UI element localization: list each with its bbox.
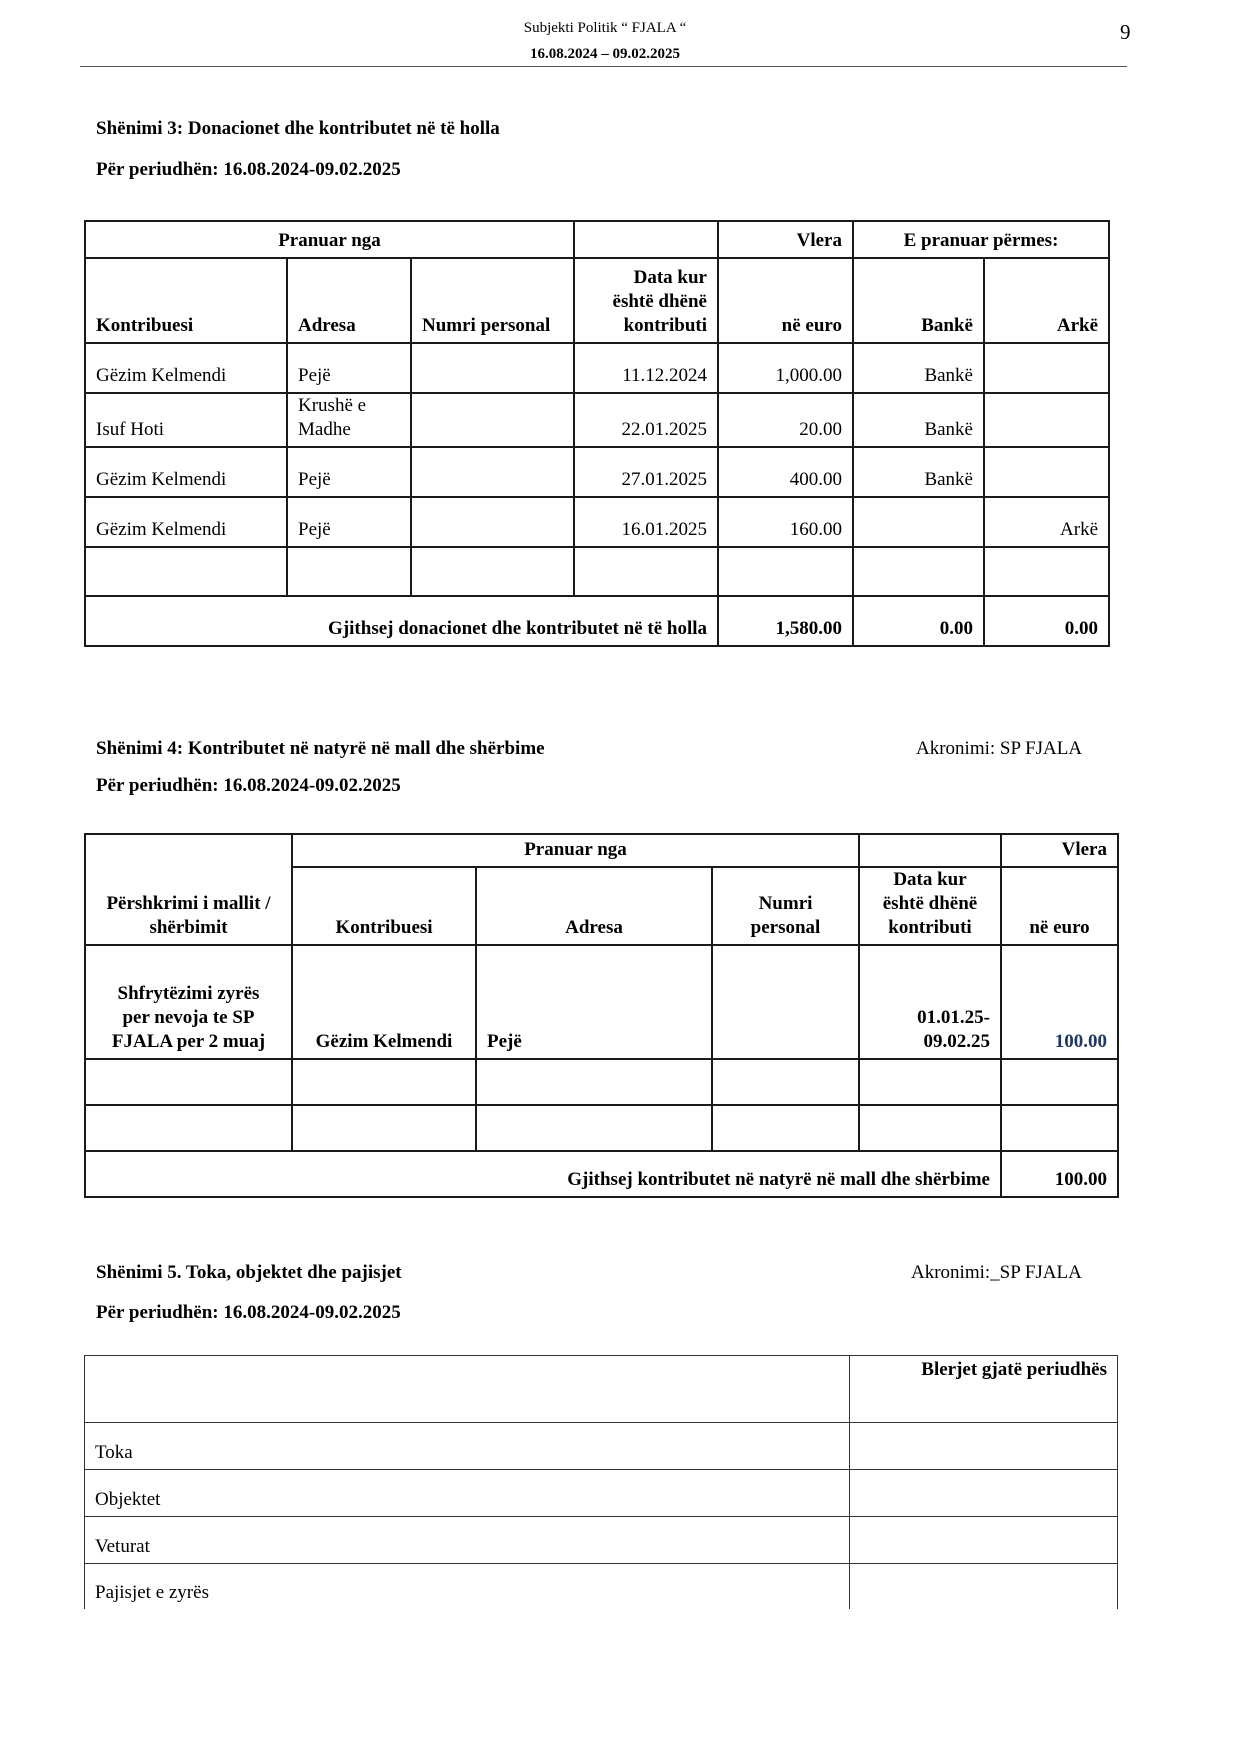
cell-contributor: Gëzim Kelmendi xyxy=(85,447,287,497)
table-row xyxy=(85,945,1118,1059)
cell-amount: 100.00 xyxy=(1001,945,1118,1059)
total-bank: 0.00 xyxy=(853,596,984,646)
column-header-contributor: Kontribuesi xyxy=(85,258,287,343)
cell-address: Krushë e Madhe xyxy=(287,393,411,447)
document-header-title: Subjekti Politik “ FJALA “ xyxy=(523,20,687,36)
table-total-row xyxy=(85,596,1109,646)
table-row xyxy=(85,1470,1118,1517)
note4-acronym: Akronimi: SP FJALA xyxy=(916,738,1083,759)
cell-asset-label: Veturat xyxy=(85,1517,850,1564)
cell-amount: 20.00 xyxy=(718,393,853,447)
total-amount: 100.00 xyxy=(1001,1151,1118,1197)
total-label: Gjithsej donacionet dhe kontributet në të holla xyxy=(85,596,718,646)
cell-bank: Bankë xyxy=(853,343,984,393)
note3-period: Për periudhën: 16.08.2024-09.02.2025 xyxy=(96,159,401,180)
cell-amount: 1,000.00 xyxy=(718,343,853,393)
cell-address: Pejë xyxy=(287,343,411,393)
column-header-address: Adresa xyxy=(476,867,712,945)
column-header-contributor: Kontribuesi xyxy=(292,867,476,945)
cell-bank: Bankë xyxy=(853,393,984,447)
cell-date: 22.01.2025 xyxy=(574,393,718,447)
table-row xyxy=(85,393,1109,447)
cash-donations-table xyxy=(84,220,1110,647)
cell-date: 27.01.2025 xyxy=(574,447,718,497)
group-header-value: Vlera xyxy=(718,221,853,258)
group-header-received-from: Pranuar nga xyxy=(85,221,574,258)
cell-purchases xyxy=(850,1564,1118,1609)
total-label: Gjithsej kontributet në natyrë në mall dhe shërbime xyxy=(85,1151,1001,1197)
cell-personal-number xyxy=(411,393,574,447)
cell-contributor: Gëzim Kelmendi xyxy=(292,945,476,1059)
note4-period: Për periudhën: 16.08.2024-09.02.2025 xyxy=(96,775,401,796)
column-header-cash: Arkë xyxy=(984,258,1109,343)
cell-cash xyxy=(984,393,1109,447)
cell-asset-label: Objektet xyxy=(85,1470,850,1517)
cell-purchases xyxy=(850,1517,1118,1564)
cell-address: Pejë xyxy=(287,497,411,547)
table-row xyxy=(85,447,1109,497)
total-cash: 0.00 xyxy=(984,596,1109,646)
table-group-header-row xyxy=(85,221,1109,258)
table-row xyxy=(85,1423,1118,1470)
cell-date: 01.01.25- 09.02.25 xyxy=(859,945,1001,1059)
cell-bank xyxy=(853,497,984,547)
column-header-date: Data kur është dhënë kontributi xyxy=(574,258,718,343)
cell-date: 11.12.2024 xyxy=(574,343,718,393)
cell-asset-label: Pajisjet e zyrës xyxy=(85,1564,850,1609)
table-row-empty xyxy=(85,547,1109,596)
group-header-received-from: Pranuar nga xyxy=(292,834,859,867)
column-header-personal-number: Numri personal xyxy=(411,258,574,343)
cell-cash: Arkë xyxy=(984,497,1109,547)
cell-personal-number xyxy=(411,497,574,547)
cell-address: Pejë xyxy=(476,945,712,1059)
page-number: 9 xyxy=(1120,20,1131,44)
note3-title: Shënimi 3: Donacionet dhe kontributet në të holla xyxy=(96,118,500,139)
document-header-dates: 16.08.2024 – 09.02.2025 xyxy=(530,46,680,62)
group-header-received-via: E pranuar përmes: xyxy=(853,221,1109,258)
table-total-row xyxy=(85,1151,1118,1197)
cell-cash xyxy=(984,447,1109,497)
total-amount: 1,580.00 xyxy=(718,596,853,646)
group-header-value: Vlera xyxy=(1001,834,1118,867)
column-header-personal-number: Numri personal xyxy=(712,867,859,945)
empty-header-cell xyxy=(574,221,718,258)
cell-date: 16.01.2025 xyxy=(574,497,718,547)
cell-description: Shfrytëzimi zyrës per nevoja te SP FJALA per 2 muaj xyxy=(85,945,292,1059)
empty-header-cell xyxy=(85,1356,850,1423)
cell-purchases xyxy=(850,1423,1118,1470)
table-row-empty xyxy=(85,1059,1118,1105)
column-header-purchases: Blerjet gjatë periudhës xyxy=(850,1356,1118,1423)
note5-period: Për periudhën: 16.08.2024-09.02.2025 xyxy=(96,1302,401,1323)
cell-bank: Bankë xyxy=(853,447,984,497)
column-header-address: Adresa xyxy=(287,258,411,343)
cell-amount: 400.00 xyxy=(718,447,853,497)
cell-cash xyxy=(984,343,1109,393)
table-column-header-row xyxy=(85,1356,1118,1423)
land-buildings-equipment-table xyxy=(84,1355,1118,1609)
note5-acronym: Akronimi:_SP FJALA xyxy=(911,1262,1082,1283)
cell-contributor: Isuf Hoti xyxy=(85,393,287,447)
table-group-header-row xyxy=(85,834,1118,867)
cell-contributor: Gëzim Kelmendi xyxy=(85,343,287,393)
table-column-header-row xyxy=(85,258,1109,343)
in-kind-contributions-table xyxy=(84,833,1119,1198)
note4-title: Shënimi 4: Kontributet në natyrë në mall dhe shërbime xyxy=(96,738,545,759)
cell-asset-label: Toka xyxy=(85,1423,850,1470)
table-row xyxy=(85,1564,1118,1609)
cell-contributor: Gëzim Kelmendi xyxy=(85,497,287,547)
column-header-in-euro: në euro xyxy=(1001,867,1118,945)
cell-purchases xyxy=(850,1470,1118,1517)
column-header-bank: Bankë xyxy=(853,258,984,343)
cell-amount: 160.00 xyxy=(718,497,853,547)
cell-personal-number xyxy=(712,945,859,1059)
table-row xyxy=(85,1517,1118,1564)
cell-personal-number xyxy=(411,343,574,393)
cell-personal-number xyxy=(411,447,574,497)
table-row-empty xyxy=(85,1105,1118,1151)
column-header-in-euro: në euro xyxy=(718,258,853,343)
note5-title: Shënimi 5. Toka, objektet dhe pajisjet xyxy=(96,1262,402,1283)
empty-header-cell xyxy=(859,834,1001,867)
column-header-date: Data kur është dhënë kontributi xyxy=(859,867,1001,945)
table-row xyxy=(85,497,1109,547)
table-row xyxy=(85,343,1109,393)
cell-address: Pejë xyxy=(287,447,411,497)
column-header-description: Përshkrimi i mallit / shërbimit xyxy=(85,834,292,945)
header-divider xyxy=(80,66,1127,67)
